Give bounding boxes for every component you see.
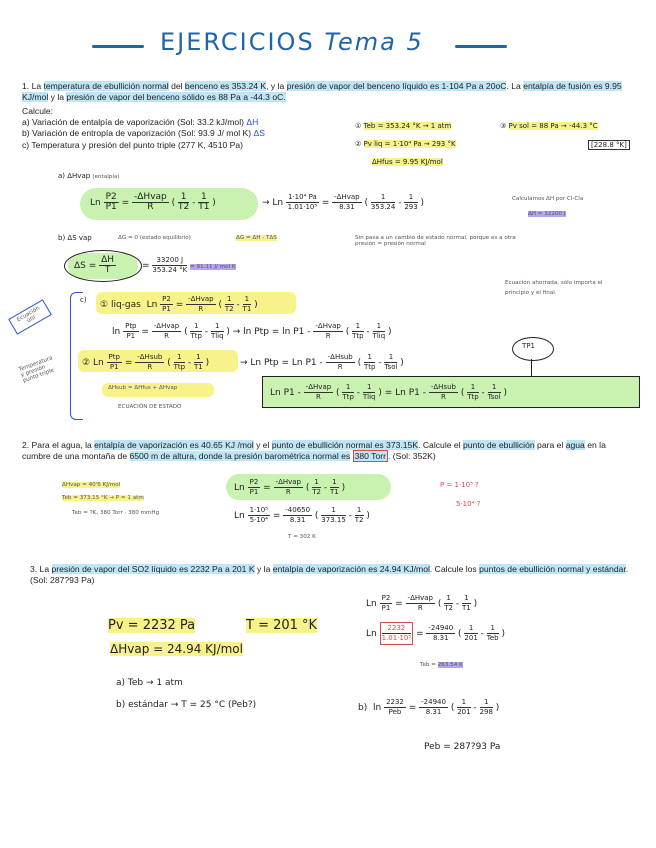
p3-b-work: b) ln $\frac{2232}{\text{Peb}}$ = $\frac{-24940}{8.31}$ ( $\frac{1}{201}$ - $\frac{1}{298}$ ) [358, 698, 500, 716]
question-a: a) Variación de entalpía de vaporización (Sol: 33.2 kJ/mol) ΔH [22, 117, 259, 128]
p2-formula: Ln $\frac{P2}{P1}$ = $\frac{\text{-ΔHvap}}{R}$ ( $\frac{1}{T2}$ - $\frac{1}{T1}$ ) [234, 478, 346, 496]
p1c-1-sub: ln $\frac{\text{Ptp}}{P1}$ = $\frac{\text{-ΔHvap}}{R}$ ( $\frac{1}{\text{Ttp}}$ - $\frac{1}{\text{Tliq}}$ ) → ln Ptp = ln P1 - $\frac{\text{-ΔHvap}}{R}$ ( $\frac{1}{\text{Ttp}}$ - $\frac{1}{\text{Tliq}}$ ) [112, 322, 392, 340]
p1-data-4: ③ Pv sol = 88 Pa → -44.3 °C [500, 122, 598, 130]
p1b-label: b) ΔS vap [58, 234, 92, 242]
tp-label: TP1 [522, 342, 535, 350]
ecu-estado: ECUACIÓN DE ESTADO [118, 404, 182, 410]
p1a-note: Calculamos ΔH por Cl-Cla [512, 196, 584, 202]
p1-data-1: ① Teb = 353.24 °K → 1 atm [355, 122, 452, 130]
p1c-2: ② Ln $\frac{\text{Ptp}}{P1}$ = $\frac{\text{-ΔHsub}}{R}$ ( $\frac{1}{\text{Ttp}}$ - $\frac{1}{T1}$ ) [82, 353, 210, 371]
p3-peb: Peb = 287?93 Pa [424, 742, 501, 752]
p3-teb: Teb = 263.54 K [420, 662, 463, 668]
title-line-left [92, 45, 144, 48]
p3-b: b) estándar → T = 25 °C (Peb?) [116, 700, 257, 710]
p2-red-2: 5·10⁴ ? [456, 500, 481, 508]
ecu-note: Ecuación ahorrada, sólo importa el principio y el final. [505, 280, 603, 296]
problem-2-statement: 2. Para el agua, la entalpía de vaporización es 40.65 KJ /mol y el punto de ebullición normal es 373.15K. Calcule el punto de ebullición para el agua en la cumbre de una montaña de 6500 m de altura, donde la presión barométrica normal es 380 Torr . (Sol: 352K) [22, 440, 606, 462]
p1c-2-sub: → Ln Ptp = Ln P1 - $\frac{\text{-ΔHsub}}{R}$ ( $\frac{1}{\text{Ttp}}$ - $\frac{1}{\text{Tsol}}$ ) [240, 353, 404, 371]
p2-red-1: P = 1·10⁵ ? [440, 481, 479, 489]
p2-data-2: Teb = 373.15 °K → P = 1 atm [62, 495, 144, 501]
p3-a: a) Teb → 1 atm [116, 678, 183, 688]
p1b-value: = $\frac{33200 J}{353.24 ^\circ K}$ = 91.11 J/ mol K [142, 256, 236, 274]
boxed-eq-text: Ln P1 - $\frac{\text{-ΔHvap}}{R}$ ( $\frac{1}{\text{Ttp}}$ - $\frac{1}{\text{Tliq}}$ ) = Ln P1 - $\frac{\text{-ΔHsub}}{R}$ ( $\frac{1}{\text{Ttp}}$ - $\frac{1}{\text{Tsol}}$ ) [270, 383, 508, 401]
title-line-right [455, 45, 507, 48]
p1-data-2: ② Pv liq = 1·10⁴ Pa → 293 °K [355, 140, 456, 148]
problem-1-questions [22, 106, 342, 151]
p1a-result: ΔH = 32200 J [528, 211, 566, 217]
p2-data-1: ΔHvap = 40'6 KJ/mol [62, 482, 121, 488]
calc-label: Calcule: [22, 106, 54, 116]
p1-data-3: ΔHfus = 9.95 KJ/mol [372, 158, 443, 166]
p3-formula: Ln $\frac{P2}{P1}$ = $\frac{\text{-ΔHvap}}{R}$ ( $\frac{1}{T2}$ - $\frac{1}{T1}$ ) [366, 594, 478, 612]
p1c-label: c) [80, 296, 87, 304]
p2-substitution: Ln $\frac{\text{1·10⁵}}{\text{5·10⁴}}$ = $\frac{-40650}{8.31}$ ( $\frac{1}{373.15}$ - $\frac{1}{T2}$ ) [234, 506, 370, 524]
question-c: c) Temperatura y presión del punto triple (277 K, 4510 Pa) [22, 139, 244, 150]
page-title [160, 28, 424, 56]
p3-dh: ΔHvap = 24.94 KJ/mol [110, 642, 243, 656]
p1a-formula: Ln $\frac{P2}{P1}$ = $\frac{\text{-ΔHvap}}{R}$ ( $\frac{1}{T2}$ - $\frac{1}{T1}$ ) [90, 192, 216, 212]
p3-substitution: Ln $\frac{2232}{\text{1.01·10⁵}}$ = $\frac{-24940}{8.31}$ ( $\frac{1}{201}$ - $\frac{1}{\text{Teb}}$ ) [366, 622, 505, 645]
problem-1-statement: 1. La temperatura de ebullición normal del benceno es 353.24 K, y la presión de vapor del benceno líquido es 1·104 Pa a 20oC. La entalpía de fusión es 9.95 KJ/mol y la presión de vapor del benceno sólido es 88 Pa a -44.3 oC. [22, 81, 622, 103]
side-note: Temperatura y presión punto triple [18, 355, 55, 385]
side-box: Ecuación útil [8, 299, 52, 335]
title-tema: Tema 5 [324, 28, 424, 56]
p1-data-4b: [228.8 °K] [588, 140, 630, 150]
p1a-label: a) ΔHvap (entalpía) [58, 172, 120, 180]
p1b-eq1: ΔG = 0 (estado equilibrio) [118, 235, 191, 241]
p2-data-3: Teb = ?K, 380 Torr · 380 mmHg [72, 510, 160, 516]
question-b: b) Variación de entropía de vaporización (Sol: 93.9 J/ mol K) ΔS [22, 128, 266, 139]
p1a-substitution: → Ln $\frac{\text{1·10⁴ Pa}}{\text{1.01·10⁵}}$ = $\frac{\text{-ΔHvap}}{8.31}$ ( $\frac{1}{353.24}$ - $\frac{1}{293}$ ) [262, 193, 425, 211]
p2-result: T = 302 K [288, 534, 316, 540]
p1b-eq2: ΔG = ΔH - TΔS [236, 235, 277, 241]
sum-eq: ΔHsub = ΔHfus + ΔHvap [108, 385, 178, 391]
p3-pv: Pv = 2232 Pa [108, 618, 196, 633]
problem-3-statement: 3. La presión de vapor del SO2 líquido es 2232 Pa a 201 K y la entalpía de vaporización es 24.94 KJ/mol. Calcule los puntos de ebullición normal y estándar. (Sol: 287?93 Pa) [30, 564, 629, 586]
p1b-formula: ΔS = $\frac{\Delta H}{T}$ [74, 255, 115, 275]
title-main: EJERCICIOS [160, 28, 315, 56]
p1c-1: ① liq-gas Ln $\frac{P2}{P1}$ = $\frac{\text{-ΔHvap}}{R}$ ( $\frac{1}{T2}$ - $\frac{1}{T1}$ ) [100, 295, 258, 313]
p3-t: T = 201 °K [246, 618, 318, 633]
p1b-note: Sin pasa a un cambio de estado normal, porque es a otra presión = presión normal [355, 235, 516, 247]
